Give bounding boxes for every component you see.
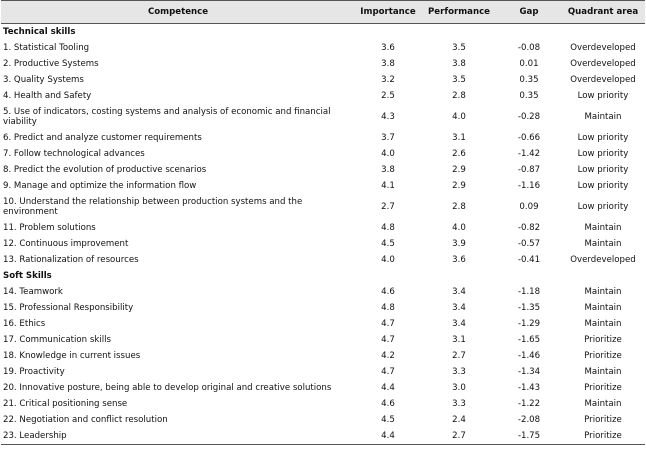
table-row [1, 252, 645, 268]
table-row [1, 40, 645, 56]
cell-importance: 4.7 [381, 367, 395, 377]
cell-performance: 3.4 [452, 287, 466, 297]
cell-competence: 2. Productive Systems [3, 59, 99, 69]
cell-importance: 4.3 [381, 112, 395, 122]
table-row [1, 104, 645, 130]
cell-competence: 9. Manage and optimize the information flow [3, 181, 197, 191]
cell-quadrant-area: Prioritize [584, 351, 622, 361]
cell-performance: 3.5 [452, 43, 466, 53]
cell-quadrant-area: Low priority [577, 181, 629, 191]
cell-competence: 11. Problem solutions [3, 223, 96, 233]
cell-importance: 4.5 [381, 239, 395, 249]
cell-performance: 3.3 [452, 399, 466, 409]
cell-gap: -1.35 [517, 303, 541, 313]
cell-quadrant-area: Maintain [584, 287, 622, 297]
cell-performance: 2.6 [452, 149, 466, 159]
table-row [1, 56, 645, 72]
cell-competence: 18. Knowledge in current issues [3, 351, 141, 361]
cell-gap: -0.28 [517, 112, 541, 122]
header-performance: Performance [421, 1, 497, 24]
table-row [1, 88, 645, 104]
cell-importance: 4.0 [381, 255, 395, 265]
cell-gap: 0.01 [519, 59, 539, 69]
table-row [1, 72, 645, 88]
table-row [1, 316, 645, 332]
header-row [1, 1, 645, 24]
competence-table [1, 0, 645, 445]
cell-quadrant-area: Maintain [584, 112, 622, 122]
cell-importance: 3.7 [381, 133, 395, 143]
section-title: Soft Skills [3, 271, 52, 281]
cell-quadrant-area: Maintain [584, 239, 622, 249]
table-row [1, 364, 645, 380]
cell-importance: 4.6 [381, 399, 395, 409]
cell-quadrant-area: Low priority [577, 91, 629, 101]
table-row [1, 162, 645, 178]
cell-competence: 13. Rationalization of resources [3, 255, 139, 265]
cell-importance: 4.6 [381, 287, 395, 297]
cell-competence: 4. Health and Safety [3, 91, 92, 101]
cell-gap: -1.22 [517, 399, 541, 409]
cell-importance: 4.8 [381, 223, 395, 233]
cell-performance: 3.8 [452, 59, 466, 69]
cell-competence: 14. Teamwork [3, 287, 63, 297]
cell-performance: 3.1 [452, 133, 466, 143]
cell-competence: 1. Statistical Tooling [3, 43, 90, 53]
header-gap: Gap [497, 1, 561, 24]
cell-gap: -0.57 [517, 239, 541, 249]
cell-importance: 4.4 [381, 383, 395, 393]
table-row [1, 194, 645, 220]
cell-gap: -1.46 [517, 351, 541, 361]
cell-importance: 4.7 [381, 335, 395, 345]
section-title: Technical skills [3, 27, 76, 37]
cell-gap: -1.16 [517, 181, 541, 191]
cell-performance: 2.8 [452, 202, 466, 212]
cell-performance: 2.8 [452, 91, 466, 101]
cell-quadrant-area: Overdeveloped [570, 59, 636, 69]
cell-gap: -1.34 [517, 367, 541, 377]
cell-competence: 19. Proactivity [3, 367, 65, 377]
cell-performance: 3.4 [452, 319, 466, 329]
cell-importance: 2.5 [381, 91, 395, 101]
cell-performance: 3.3 [452, 367, 466, 377]
cell-quadrant-area: Low priority [577, 165, 629, 175]
cell-gap: -2.08 [517, 415, 541, 425]
cell-quadrant-area: Prioritize [584, 415, 622, 425]
cell-quadrant-area: Overdeveloped [570, 255, 636, 265]
table-row [1, 236, 645, 252]
cell-competence: 20. Innovative posture, being able to develop original and creative solutions [3, 383, 332, 393]
cell-competence: 8. Predict the evolution of productive scenarios [3, 165, 207, 175]
table-row [1, 412, 645, 428]
cell-competence: 6. Predict and analyze customer requirements [3, 133, 202, 143]
cell-gap: 0.35 [519, 91, 539, 101]
cell-gap: -1.43 [517, 383, 541, 393]
cell-performance: 2.9 [452, 181, 466, 191]
cell-importance: 4.8 [381, 303, 395, 313]
cell-performance: 3.1 [452, 335, 466, 345]
cell-gap: -0.66 [517, 133, 541, 143]
cell-competence: 21. Critical positioning sense [3, 399, 128, 409]
cell-importance: 4.5 [381, 415, 395, 425]
cell-competence: 22. Negotiation and conflict resolution [3, 415, 168, 425]
cell-quadrant-area: Low priority [577, 202, 629, 212]
section-row [1, 268, 645, 284]
cell-quadrant-area: Prioritize [584, 383, 622, 393]
header-importance: Importance [355, 1, 421, 24]
cell-quadrant-area: Overdeveloped [570, 43, 636, 53]
cell-quadrant-area: Maintain [584, 399, 622, 409]
table-row [1, 146, 645, 162]
cell-competence: 10. Understand the relationship between production systems and the environment [3, 197, 303, 217]
cell-competence: 5. Use of indicators, costing systems and analysis of economic and financial viability [3, 107, 331, 127]
table-row [1, 380, 645, 396]
cell-gap: -1.29 [517, 319, 541, 329]
cell-competence: 3. Quality Systems [3, 75, 84, 85]
cell-importance: 3.2 [381, 75, 395, 85]
table-row [1, 130, 645, 146]
cell-competence: 23. Leadership [1, 428, 355, 445]
cell-performance: 3.5 [452, 75, 466, 85]
cell-gap: -0.87 [517, 165, 541, 175]
cell-quadrant-area: Maintain [584, 223, 622, 233]
cell-quadrant-area: Low priority [577, 149, 629, 159]
cell-gap: 0.09 [519, 202, 539, 212]
table-body [1, 24, 645, 445]
header-competence: Competence [1, 1, 355, 24]
section-row [1, 24, 645, 41]
cell-gap: 0.35 [519, 75, 539, 85]
cell-performance: 2.7 [421, 428, 497, 445]
table-row [1, 284, 645, 300]
cell-quadrant-area: Maintain [584, 367, 622, 377]
cell-importance: 4.1 [381, 181, 395, 191]
cell-gap: -1.42 [517, 149, 541, 159]
cell-quadrant-area: Low priority [577, 133, 629, 143]
cell-performance: 3.6 [452, 255, 466, 265]
cell-performance: 4.0 [452, 223, 466, 233]
table-row [1, 220, 645, 236]
table-row [1, 396, 645, 412]
cell-competence: 17. Communication skills [3, 335, 111, 345]
cell-performance: 4.0 [452, 112, 466, 122]
cell-quadrant-area: Overdeveloped [570, 75, 636, 85]
cell-gap: -0.08 [517, 43, 541, 53]
cell-gap: -1.65 [517, 335, 541, 345]
cell-importance: 3.8 [381, 165, 395, 175]
table-row [1, 348, 645, 364]
cell-performance: 2.9 [452, 165, 466, 175]
cell-competence: 15. Professional Responsibility [3, 303, 134, 313]
cell-gap: -0.82 [517, 223, 541, 233]
cell-importance: 4.0 [381, 149, 395, 159]
cell-gap: -0.41 [517, 255, 541, 265]
cell-competence: 16. Ethics [3, 319, 46, 329]
cell-competence: 12. Continuous improvement [3, 239, 129, 249]
table-row [1, 428, 645, 445]
cell-importance: 3.8 [381, 59, 395, 69]
header-quadrant-area: Quadrant area [561, 1, 645, 24]
cell-competence: 7. Follow technological advances [3, 149, 145, 159]
table-row [1, 332, 645, 348]
table-header [1, 1, 645, 24]
table-row [1, 300, 645, 316]
cell-importance: 3.6 [381, 43, 395, 53]
cell-quadrant-area: Maintain [584, 303, 622, 313]
table-row [1, 178, 645, 194]
cell-performance: 3.0 [452, 383, 466, 393]
cell-performance: 3.9 [452, 239, 466, 249]
cell-performance: 3.4 [452, 303, 466, 313]
cell-gap: -1.18 [517, 287, 541, 297]
cell-quadrant-area: Maintain [584, 319, 622, 329]
cell-importance: 4.2 [381, 351, 395, 361]
cell-quadrant-area: Prioritize [561, 428, 645, 445]
cell-importance: 4.7 [381, 319, 395, 329]
cell-gap: -1.75 [497, 428, 561, 445]
cell-quadrant-area: Prioritize [584, 335, 622, 345]
cell-importance: 4.4 [355, 428, 421, 445]
cell-performance: 2.7 [452, 351, 466, 361]
cell-performance: 2.4 [452, 415, 466, 425]
cell-importance: 2.7 [381, 202, 395, 212]
